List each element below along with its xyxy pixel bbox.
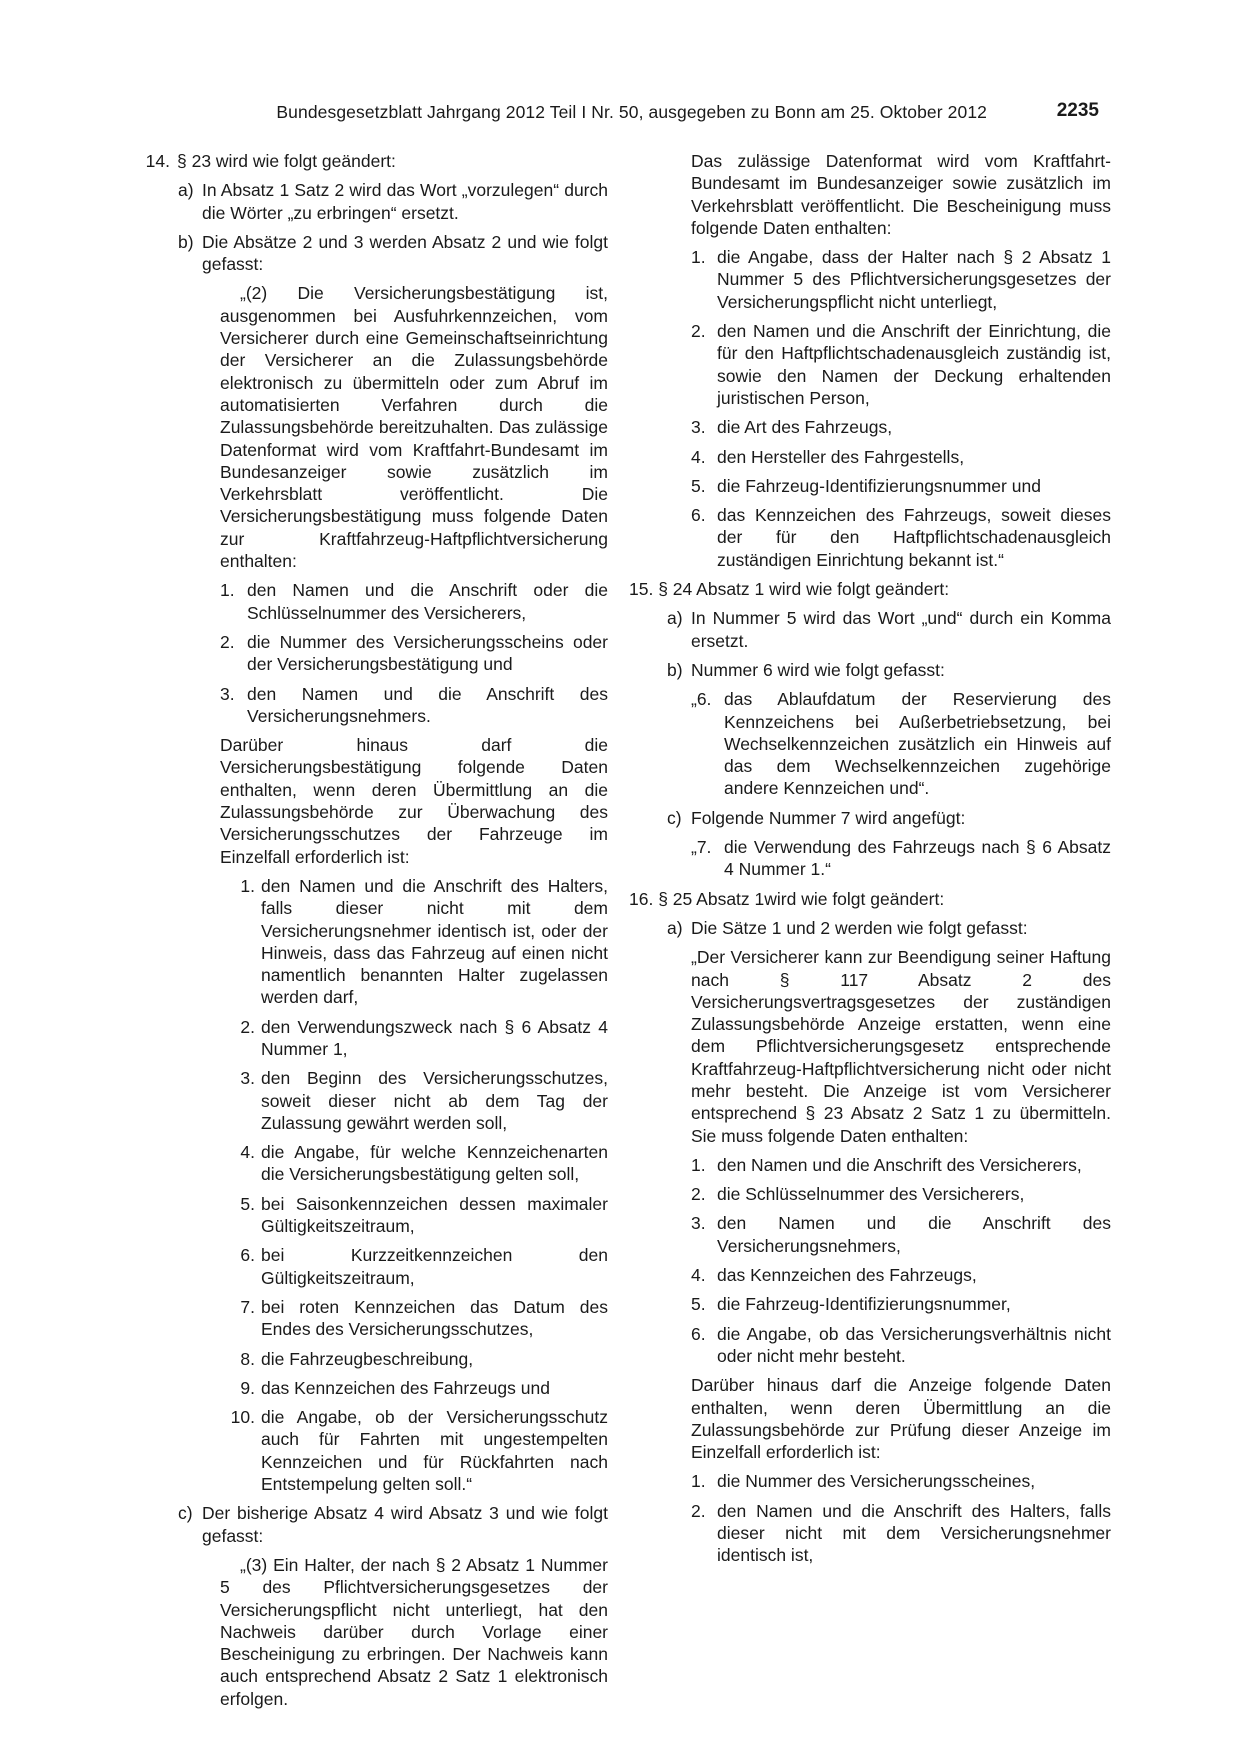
list-item xyxy=(629,1470,1111,1492)
list-item xyxy=(130,1377,608,1399)
list-number: 2. xyxy=(691,1184,706,1205)
item-16 xyxy=(629,888,1111,910)
list-item xyxy=(130,631,608,676)
list-item xyxy=(629,416,1111,438)
list-item xyxy=(130,1016,608,1061)
page-number: 2235 xyxy=(1056,100,1099,121)
list-item xyxy=(629,1183,1111,1205)
list-number: „6. xyxy=(691,689,712,710)
list-text: bei roten Kennzeichen das Datum des Endes des Versicherungsschutzes, xyxy=(261,1296,608,1340)
item-letter: c) xyxy=(178,1503,193,1524)
list-text: die Fahrzeug-Identifizierungsnummer und xyxy=(717,475,1041,496)
list-number: 2. xyxy=(220,631,235,652)
list-number: 3. xyxy=(220,683,235,704)
paragraph: Darüber hinaus darf die Versicherungsbestätigung folgende Daten enthalten, wenn deren Übermittlung an die Zulassungsbehörde zur Überwachung des Versicherungsschutzes der Fahrzeuge im Einzelfall erforderlich ist: xyxy=(220,735,608,867)
list-number: 1. xyxy=(691,1154,706,1175)
list-number: 3. xyxy=(240,1068,255,1089)
list-text: den Namen und die Anschrift oder die Schlüsselnummer des Versicherers, xyxy=(247,580,608,623)
list-text: die Angabe, ob das Versicherungsverhältnis nicht oder nicht mehr besteht. xyxy=(717,1323,1111,1366)
item-letter: a) xyxy=(667,917,683,938)
list-number: 5. xyxy=(240,1193,255,1214)
list-item xyxy=(629,475,1111,497)
list-number: 1. xyxy=(691,1471,706,1492)
list-number: 7. xyxy=(240,1296,255,1317)
item-14c xyxy=(130,1502,608,1547)
list-item xyxy=(629,246,1111,313)
list-item xyxy=(629,320,1111,409)
list-item xyxy=(629,1154,1111,1176)
list-text: den Namen und die Anschrift des Versicherungsnehmers, xyxy=(717,1213,1111,1256)
quote-list-item xyxy=(629,688,1111,799)
list-number: 4. xyxy=(240,1142,255,1163)
item-15b xyxy=(629,659,1111,681)
list-item xyxy=(629,1323,1111,1368)
quote-list-item xyxy=(629,836,1111,881)
item-letter: b) xyxy=(178,231,194,252)
list-item xyxy=(130,1296,608,1341)
list-text: die Verwendung des Fahrzeugs nach § 6 Absatz 4 Nummer 1.“ xyxy=(724,837,1111,880)
header-title: Bundesgesetzblatt Jahrgang 2012 Teil I Nr. 50, ausgegeben zu Bonn am 25. Oktober 2012 xyxy=(276,102,987,122)
list-number: 5. xyxy=(691,1294,706,1315)
list-number: 6. xyxy=(691,1323,706,1344)
list-item xyxy=(629,1212,1111,1257)
list-item xyxy=(629,1500,1111,1567)
list-number: 1. xyxy=(691,247,706,268)
item-letter: a) xyxy=(667,608,683,629)
list-text: den Namen und die Anschrift des Halters, falls dieser nicht mit dem Versicherungsnehmer identisch ist, oder der Hinweis, dass das Fahrzeug auf einen nicht namentlich benannten Halter zugelassen werden darf, xyxy=(261,875,608,1008)
list-number: 9. xyxy=(240,1377,255,1398)
list-text: die Angabe, für welche Kennzeichenarten die Versicherungsbestätigung gelten soll, xyxy=(261,1142,608,1185)
quote-paragraph: „Der Versicherer kann zur Beendigung seiner Haftung nach § 117 Absatz 2 des Versicherungsvertragsgesetzes der zuständigen Zulassungsbehörde Anzeige erstatten, wenn eine dem Pflichtversicherungsgesetz entsprechende Kraftfahrzeug-Haftpflichtversicherung nicht oder nicht mehr besteht. Die Anzeige ist vom Versicherer entsprechend § 23 Absatz 2 Satz 1 zu übermitteln. Sie muss folgende Daten enthalten: xyxy=(691,947,1111,1146)
list-text: das Kennzeichen des Fahrzeugs und xyxy=(261,1377,550,1398)
list-number: „7. xyxy=(691,837,712,858)
right-column xyxy=(629,150,1111,1567)
list-item xyxy=(130,1348,608,1370)
item-letter: a) xyxy=(178,180,194,201)
list-number: 5. xyxy=(691,475,706,496)
list-text: das Kennzeichen des Fahrzeugs, soweit dieses der für den Haftpflichtschadenausgleich zuständigen Einrichtung bekannt ist.“ xyxy=(717,505,1111,570)
list-text: die Art des Fahrzeugs, xyxy=(717,417,893,438)
item-number: 15. xyxy=(629,579,654,600)
item-text: In Nummer 5 wird das Wort „und“ durch ein Komma ersetzt. xyxy=(691,608,1111,651)
list-text: die Nummer des Versicherungsscheins oder der Versicherungsbestätigung und xyxy=(247,631,608,675)
paragraph: Das zulässige Datenformat wird vom Kraftfahrt-Bundesamt im Bundesanzeiger sowie zusätzlich im Verkehrsblatt veröffentlicht. Die Bescheinigung muss folgende Daten enthalten: xyxy=(691,151,1111,238)
list-number: 6. xyxy=(240,1245,255,1266)
list-number: 2. xyxy=(691,1500,706,1521)
list-number: 2. xyxy=(691,321,706,342)
item-text: Folgende Nummer 7 wird angefügt: xyxy=(691,807,966,828)
list-text: den Namen und die Anschrift der Einrichtung, die für den Haftpflichtschadenausgleich zuständig ist, sowie den Namen der Deckung erhaltenden juristischen Person, xyxy=(717,321,1111,408)
list-item xyxy=(629,446,1111,468)
list-number: 1. xyxy=(240,875,255,896)
item-15 xyxy=(629,578,1111,600)
list-text: die Fahrzeugbeschreibung, xyxy=(261,1348,474,1369)
list-item xyxy=(629,1264,1111,1286)
list-text: den Hersteller des Fahrgestells, xyxy=(717,446,965,467)
item-16a xyxy=(629,917,1111,939)
item-text: In Absatz 1 Satz 2 wird das Wort „vorzulegen“ durch die Wörter „zu erbringen“ ersetzt. xyxy=(202,180,608,223)
list-item xyxy=(629,504,1111,571)
list-item xyxy=(130,1193,608,1238)
item-letter: c) xyxy=(667,807,682,828)
item-text: § 23 wird wie folgt geändert: xyxy=(177,151,396,171)
quote-paragraph: „(2) Die Versicherungsbestätigung ist, ausgenommen bei Ausfuhrkennzeichen, vom Versicherer durch eine Gemeinschaftseinrichtung der Versicherer an die Zulassungsbehörde elektronisch zu übermitteln oder zum Abruf im automatisierten Verfahren durch die Zulassungsbehörde bereitzuhalten. Das zulässige Datenformat wird vom Kraftfahrt-Bundesamt im Bundesanzeiger sowie zusätzlich im Verkehrsblatt veröffentlicht. Die Versicherungsbestätigung muss folgende Daten zur Kraftfahrzeug-Haftpflichtversicherung enthalten: xyxy=(220,283,608,572)
page-header xyxy=(130,100,1111,130)
list-text: den Namen und die Anschrift des Versicherungsnehmers. xyxy=(247,683,608,726)
item-text: § 25 Absatz 1wird wie folgt geändert: xyxy=(658,888,945,909)
item-text: Der bisherige Absatz 4 wird Absatz 3 und wie folgt gefasst: xyxy=(202,1503,608,1546)
item-text: Die Absätze 2 und 3 werden Absatz 2 und wie folgt gefasst: xyxy=(202,231,608,275)
item-15a xyxy=(629,607,1111,652)
list-item xyxy=(130,1406,608,1495)
paragraph: Darüber hinaus darf die Anzeige folgende Daten enthalten, wenn deren Übermittlung an die Zulassungsbehörde zur Prüfung dieser Anzeige im Einzelfall erforderlich ist: xyxy=(691,1375,1111,1463)
list-item xyxy=(130,1141,608,1186)
list-text: den Namen und die Anschrift des Versicherers, xyxy=(717,1154,1082,1175)
item-number: 16. xyxy=(629,888,654,909)
list-item xyxy=(629,1293,1111,1315)
list-text: bei Kurzzeitkennzeichen den Gültigkeitszeitraum, xyxy=(261,1245,608,1288)
item-15c xyxy=(629,807,1111,829)
list-number: 6. xyxy=(691,505,706,526)
list-text: den Verwendungszweck nach § 6 Absatz 4 Nummer 1, xyxy=(261,1016,608,1059)
list-text: den Namen und die Anschrift des Halters, falls dieser nicht mit dem Versicherungsnehmer identisch ist, xyxy=(717,1500,1111,1566)
list-text: bei Saisonkennzeichen dessen maximaler Gültigkeitszeitraum, xyxy=(261,1193,608,1237)
list-text: das Ablaufdatum der Reservierung des Kennzeichens bei Außerbetriebsetzung, bei Wechselkennzeichen zusätzlich ein Hinweis auf das dem Wechselkennzeichen zugehörige andere Kennzeichen und“. xyxy=(724,689,1111,799)
item-text: Die Sätze 1 und 2 werden wie folgt gefasst: xyxy=(691,917,1028,938)
list-item xyxy=(130,1244,608,1289)
list-text: die Nummer des Versicherungsscheines, xyxy=(717,1471,1036,1492)
list-item xyxy=(130,579,608,624)
list-number: 1. xyxy=(220,580,235,601)
item-text: Nummer 6 wird wie folgt gefasst: xyxy=(691,659,945,680)
list-number: 4. xyxy=(691,1265,706,1286)
list-number: 3. xyxy=(691,417,706,438)
item-number: 14. xyxy=(145,151,170,171)
quote-paragraph: „(3) Ein Halter, der nach § 2 Absatz 1 Nummer 5 des Pflichtversicherungsgesetzes der Versicherungspflicht nicht unterliegt, hat den Nachweis darüber durch Vorlage einer Bescheinigung zu erbringen. Der Nachweis kann auch entsprechend Absatz 2 Satz 1 elektronisch erfolgen. xyxy=(220,1554,608,1709)
list-number: 3. xyxy=(691,1213,706,1234)
item-14b xyxy=(130,231,608,276)
list-item xyxy=(130,875,608,1009)
list-number: 10. xyxy=(230,1407,255,1428)
list-text: die Angabe, ob der Versicherungsschutz auch für Fahrten mit ungestempelten Kennzeichen und für Rückfahrten nach Entstempelung gelten soll.“ xyxy=(261,1407,608,1495)
list-item xyxy=(130,683,608,728)
list-text: die Angabe, dass der Halter nach § 2 Absatz 1 Nummer 5 des Pflichtversicherungsgesetzes der Versicherungspflicht nicht unterliegt, xyxy=(717,247,1111,312)
list-item xyxy=(130,1067,608,1134)
list-number: 2. xyxy=(240,1016,255,1037)
left-column xyxy=(130,150,608,1710)
list-text: die Fahrzeug-Identifizierungsnummer, xyxy=(717,1294,1011,1315)
list-number: 4. xyxy=(691,446,706,467)
list-number: 8. xyxy=(240,1348,255,1369)
item-letter: b) xyxy=(667,659,683,680)
list-text: die Schlüsselnummer des Versicherers, xyxy=(717,1184,1025,1205)
item-text: § 24 Absatz 1 wird wie folgt geändert: xyxy=(658,579,950,600)
item-14a xyxy=(130,179,608,224)
list-text: das Kennzeichen des Fahrzeugs, xyxy=(717,1265,977,1286)
item-14 xyxy=(130,150,608,172)
list-text: den Beginn des Versicherungsschutzes, soweit dieser nicht ab dem Tag der Zulassung gewährt werden soll, xyxy=(261,1068,608,1133)
